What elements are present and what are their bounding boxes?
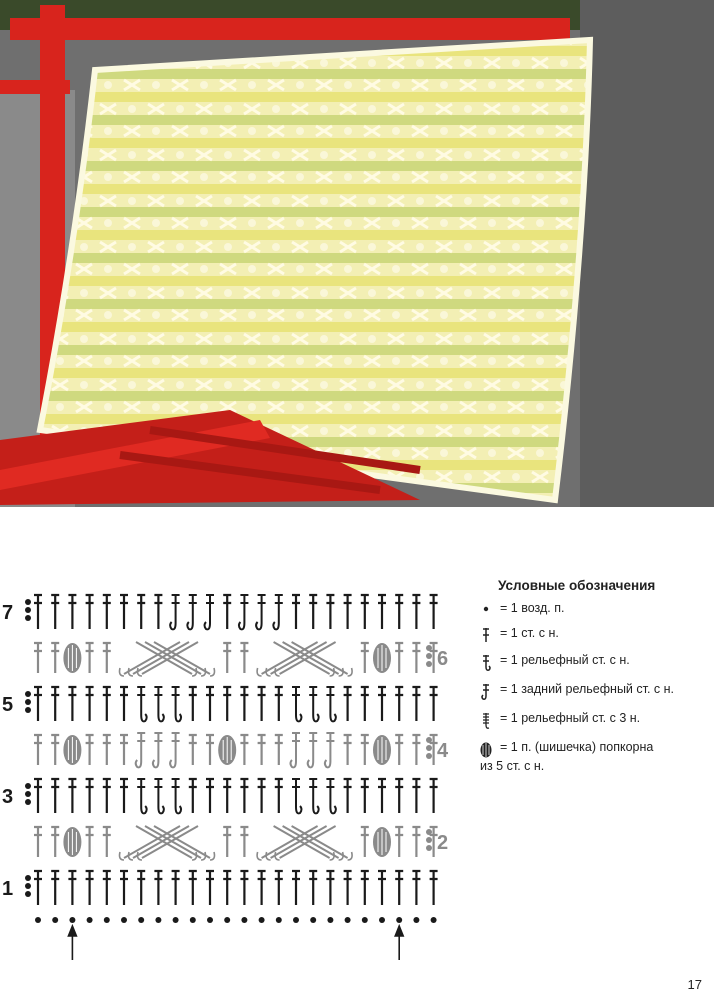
chain-dot — [25, 799, 31, 805]
legend-item — [478, 711, 708, 730]
legend-item-text-continued: из 5 ст. с н. — [480, 759, 545, 773]
start-arrow-icon — [68, 926, 76, 960]
legend-title: Условные обозначения — [498, 578, 656, 593]
crochet-chart-svg — [0, 560, 460, 980]
chart-row-1 — [34, 871, 438, 905]
chain-dot — [241, 917, 247, 923]
row-label: 5 — [2, 694, 14, 716]
legend-item-text: = 1 ст. с н. — [500, 626, 559, 640]
page-number: 17 — [687, 977, 702, 992]
chain-dot — [207, 917, 213, 923]
chart-row-2 — [34, 826, 438, 860]
chain-dot — [190, 917, 196, 923]
chart-row-6 — [34, 642, 438, 676]
chain-dot — [121, 917, 127, 923]
legend-item-text: = 1 возд. п. — [500, 601, 565, 615]
front-post-dc-icon — [478, 653, 494, 672]
chain-dot — [276, 917, 282, 923]
chain-dot — [138, 917, 144, 923]
chain-dot — [104, 917, 110, 923]
legend-item-text: = 1 рельефный ст. с 3 н. — [500, 711, 641, 725]
chart-row-4 — [34, 733, 438, 767]
back-post-dc-icon — [478, 682, 494, 701]
chain-dot — [345, 917, 351, 923]
popcorn-icon — [478, 740, 494, 759]
chain-dot — [25, 607, 31, 613]
chain-dot-icon — [478, 601, 494, 616]
legend-item — [478, 626, 708, 643]
chain-dot — [173, 917, 179, 923]
chain-dot — [431, 917, 437, 923]
legend-item-text: = 1 задний рельефный ст. с н. — [500, 682, 675, 696]
legend-item-text: = 1 рельефный ст. с н. — [500, 653, 630, 667]
chain-dot — [293, 917, 299, 923]
legend-item-text: = 1 п. (шишечка) попкорна — [500, 740, 654, 754]
legend-item — [478, 740, 708, 774]
chain-dot — [426, 837, 432, 843]
chain-dot — [426, 653, 432, 659]
chain-dot — [413, 917, 419, 923]
legend-item — [478, 601, 708, 616]
chain-dot — [426, 845, 432, 851]
crochet-chart — [0, 560, 460, 980]
chain-dot — [25, 615, 31, 621]
chain-dot — [87, 917, 93, 923]
chain-dot — [69, 917, 75, 923]
chain-dot — [259, 917, 265, 923]
chart-row-5 — [34, 687, 438, 721]
chain-dot — [35, 917, 41, 923]
row-label: 1 — [2, 878, 14, 900]
chain-dot — [25, 883, 31, 889]
row-label: 4 — [437, 740, 449, 762]
legend — [478, 578, 708, 784]
chain-dot — [25, 699, 31, 705]
front-post-triple-icon — [478, 711, 494, 730]
chain-dot — [25, 875, 31, 881]
chain-dot — [327, 917, 333, 923]
chain-dot — [52, 917, 58, 923]
chain-dot — [426, 661, 432, 667]
chain-dot — [25, 783, 31, 789]
chain-dot — [379, 917, 385, 923]
start-arrow-icon — [395, 926, 403, 960]
chain-dot — [224, 917, 230, 923]
chart-row-7 — [34, 595, 438, 629]
row-label: 6 — [437, 648, 449, 670]
double-crochet-icon — [478, 626, 494, 643]
row-label: 7 — [2, 602, 14, 624]
chain-dot — [25, 891, 31, 897]
chain-dot — [25, 791, 31, 797]
legend-item — [478, 682, 708, 701]
chain-dot — [396, 917, 402, 923]
chain-dot — [310, 917, 316, 923]
legend-item — [478, 653, 708, 672]
chain-dot — [25, 599, 31, 605]
row-label: 3 — [2, 786, 14, 808]
chain-dot — [155, 917, 161, 923]
chain-dot — [25, 707, 31, 713]
chain-dot — [25, 691, 31, 697]
row-label: 2 — [437, 832, 449, 854]
chain-dot — [362, 917, 368, 923]
chain-dot — [426, 753, 432, 759]
chain-dot — [426, 745, 432, 751]
chart-row-3 — [34, 779, 438, 813]
